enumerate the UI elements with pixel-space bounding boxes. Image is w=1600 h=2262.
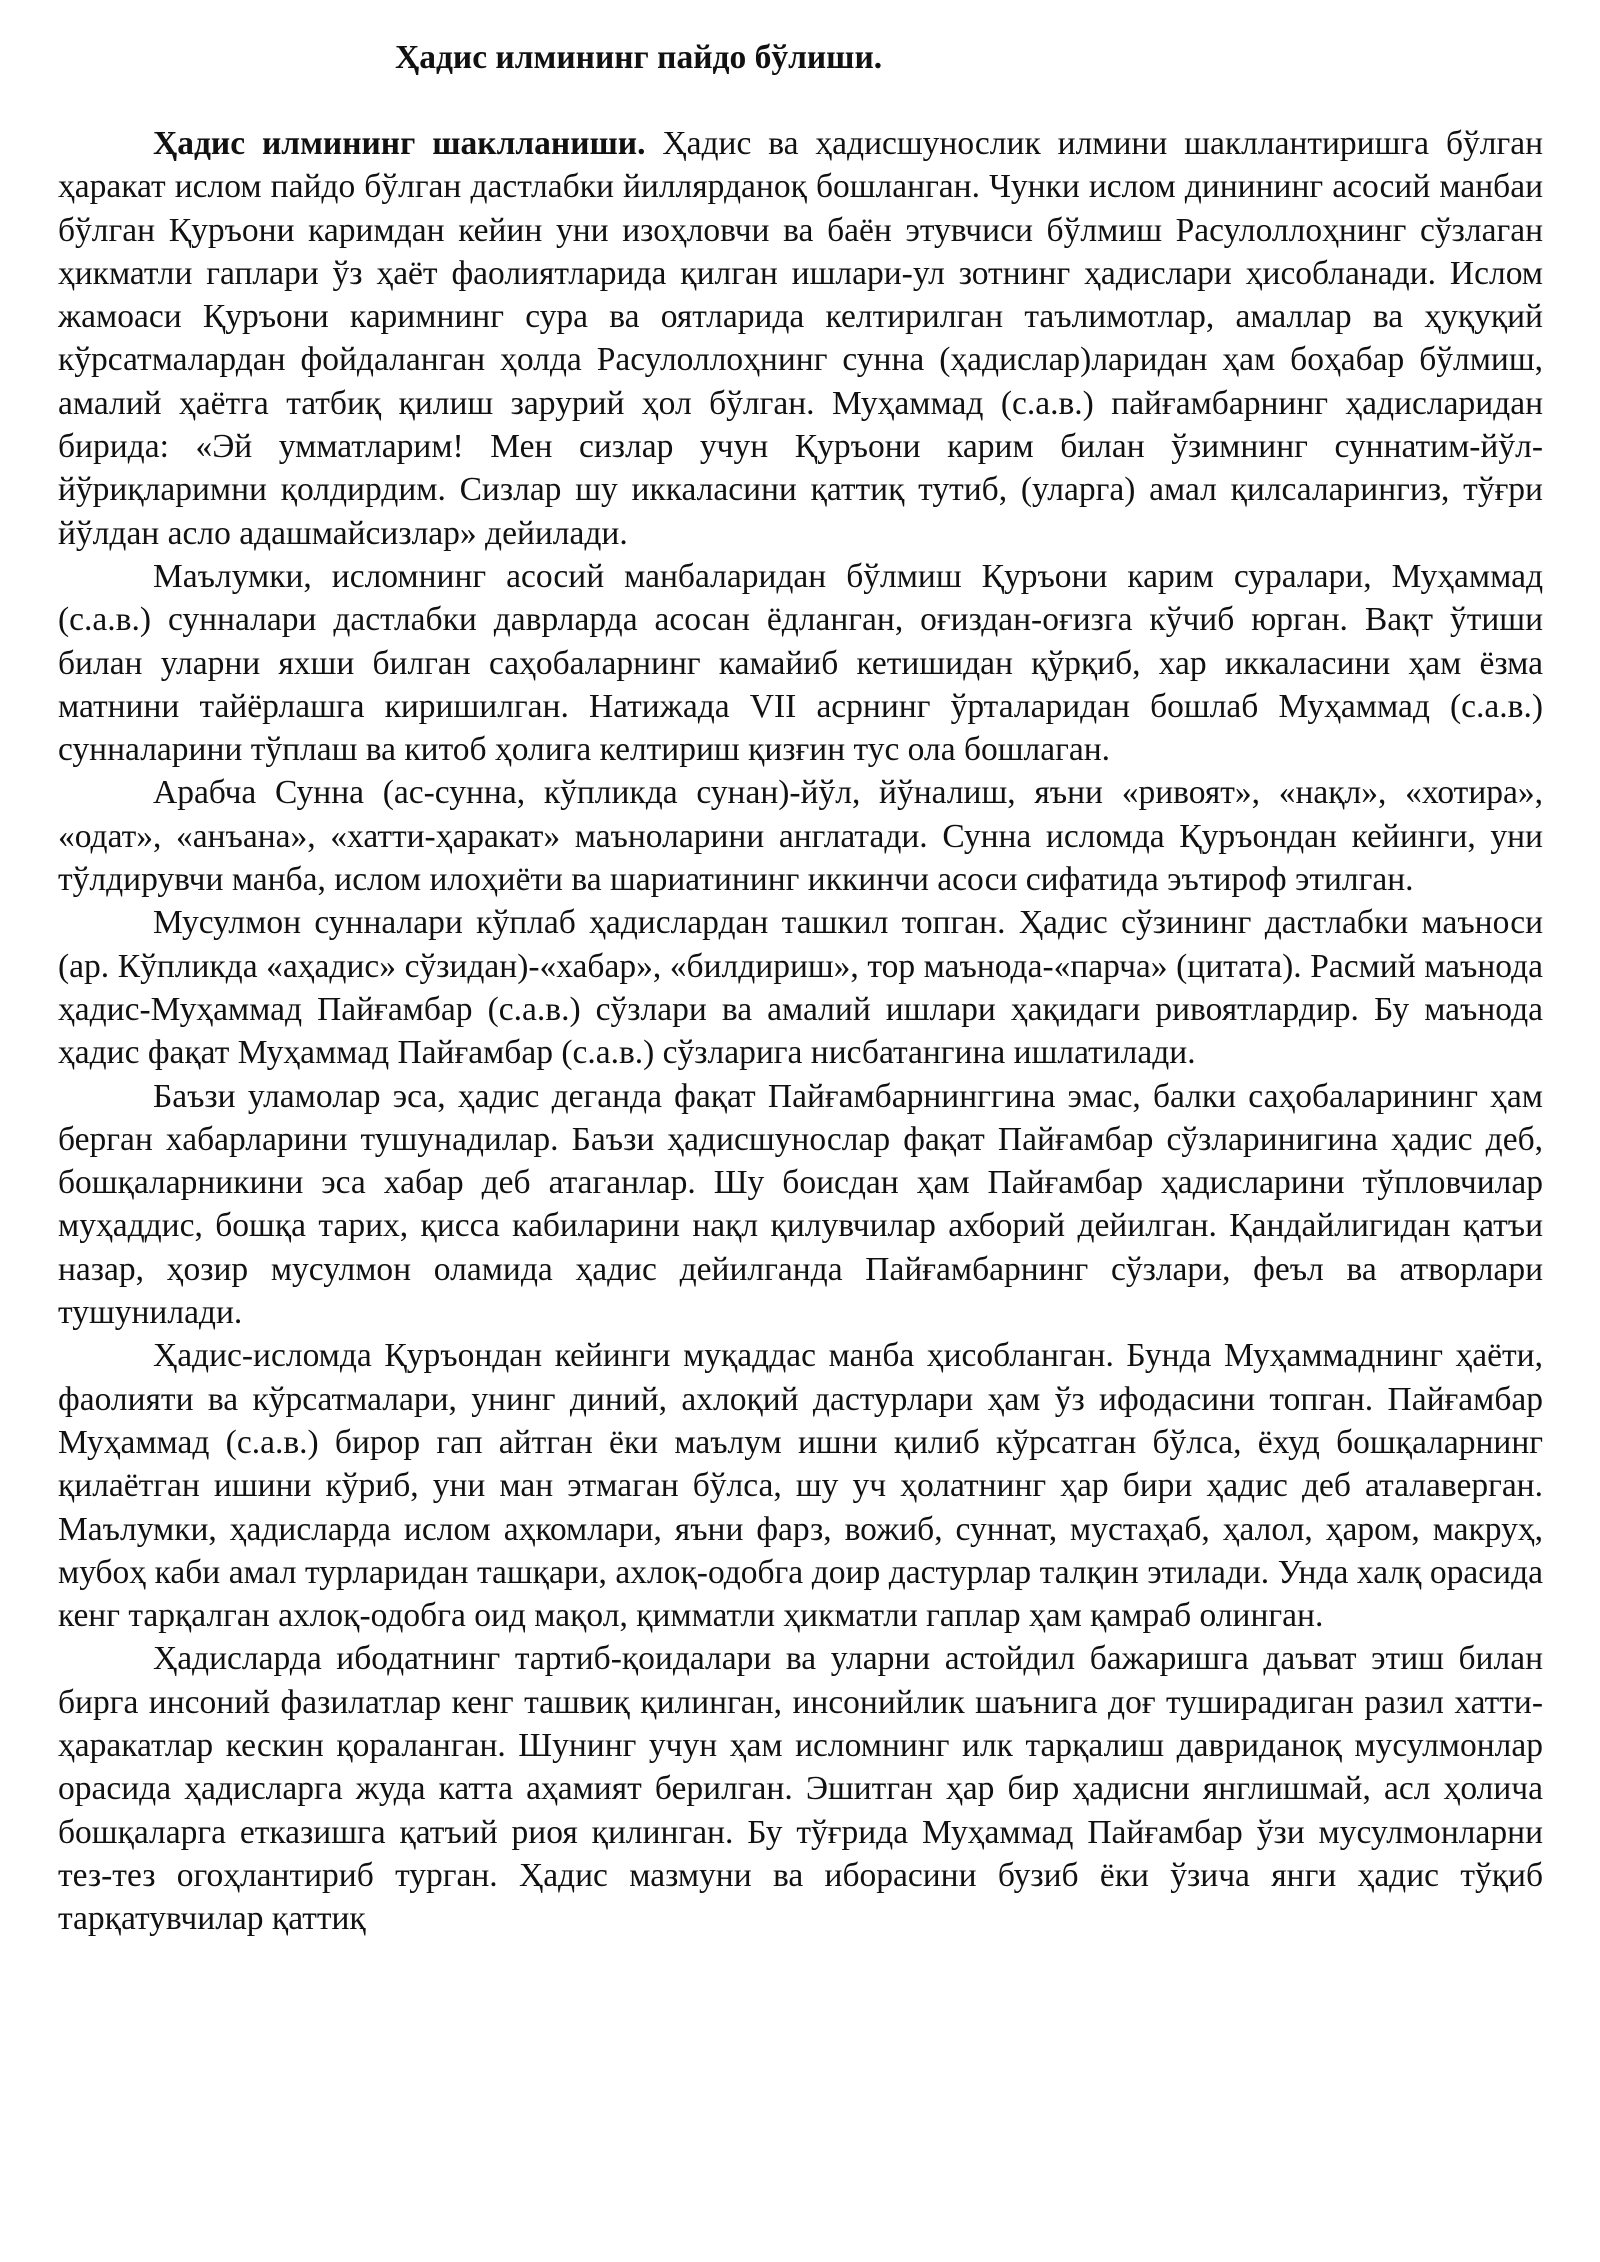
paragraph-sunna: Арабча Сунна (ас-сунна, кўпликда сунан)-йўл, йўналиш, яъни «ривоят», «нақл», «хотира», «одат», «анъана», «хатти-ҳаракат» маъноларини англатади. Сунна исломда Қуръондан кейинги, уни тўлдирувчи манба, ислом илоҳиёти ва шариатининг иккинчи асоси сифатида эътироф этилган.: [58, 774, 1543, 899]
intro-lead: Ҳадис илмининг шаклланиши.: [153, 125, 646, 162]
paragraph-muqaddas-manba: Ҳадис-исломда Қуръондан кейинги муқаддас манба ҳисобланган. Бунда Муҳаммаднинг ҳаёти, фаолияти ва кўрсатмалари, унинг диний, ахлоқий дастурлари ҳам ўз ифодасини топган. Пайғамбар Муҳаммад (с.а.в.) бирор гап айтган ёки маълум ишни қилиб кўрсатган бўлса, ёхуд бошқаларнинг қилаётган ишини кўриб, уни ман этмаган бўлса, шу уч ҳолатнинг ҳар бири ҳадис деб аталаверган. Маълумки, ҳадисларда ислом аҳкомлари, яъни фарз, вожиб, суннат, мустаҳаб, ҳалол, ҳаром, макруҳ, мубоҳ каби амал турларидан ташқари, ахлоқ-одобга доир дастурлар талқин этилади. Унда халқ орасида кенг тарқалган ахлоқ-одобга оид мақол, қимматли ҳикматли гаплар ҳам қамраб олинган.: [58, 1337, 1543, 1635]
intro-paragraph: [58, 122, 1543, 555]
paragraph-ibodat: Ҳадисларда ибодатнинг тартиб-қоидалари ва уларни астойдил бажаришга даъват этиш билан бирга инсоний фазилатлар кенг ташвиқ қилинган, инсонийлик шаънига доғ туширадиган разил хатти-ҳаракатлар кескин қораланган. Шунинг учун ҳам исломнинг илк тарқалиш давриданоқ мусулмонлар орасида ҳадисларга жуда катта аҳамият берилган. Эшитган ҳар бир ҳадисни янглишмай, асл ҳолича бошқаларга етказишга қатъий риоя қилинган. Бу тўғрида Муҳаммад Пайғамбар ўзи мусулмонларни тез-тез огоҳлантириб турган. Ҳадис мазмуни ва иборасини бузиб ёки ўзича янги ҳадис тўқиб тарқатувчилар қаттиқ: [58, 1640, 1543, 1938]
document-title: Ҳадис илмининг пайдо бўлиши.: [395, 39, 883, 76]
paragraph-manbalar: Маълумки, исломнинг асосий манбаларидан бўлмиш Қуръони карим суралари, Муҳаммад (с.а.в.) сунналари дастлабки даврларда асосан ёдланган, оғиздан-оғизга кўчиб юрган. Вақт ўтиши билан уларни яхши билган саҳобаларнинг камайиб кетишидан қўрқиб, хар иккаласини ҳам ёзма матнини тайёрлашга киришилган. Натижада VII асрнинг ўрталаридан бошлаб Муҳаммад (с.а.в.) сунналарини тўплаш ва китоб ҳолига келтириш қизғин тус ола бошлаган.: [58, 557, 1543, 769]
paragraph-ulamolar: Баъзи уламолар эса, ҳадис деганда фақат Пайғамбарнинггина эмас, балки саҳобаларининг ҳам берган хабарларини тушунадилар. Баъзи ҳадисшунослар фақат Пайғамбар сўзларинигина ҳадис деб, бошқаларникини эса хабар деб атаганлар. Шу боисдан ҳам Пайғамбар ҳадисларини тўпловчилар муҳаддис, бошқа тарих, қисса кабиларини нақл қилувчилар ахборий дейилган. Қандайлигидан қатъи назар, ҳозир мусулмон оламида ҳадис дейилганда Пайғамбарнинг сўзлари, феъл ва атворлари тушунилади.: [58, 1077, 1543, 1332]
paragraph-hadis-manosi: Мусулмон сунналари кўплаб ҳадислардан ташкил топган. Ҳадис сўзининг дастлабки маъноси (ар. Кўпликда «аҳадис» сўзидан)-«хабар», «билдириш», тор маънода-«парча» (цитата). Расмий маънода ҳадис-Муҳаммад Пайғамбар (с.а.в.) сўзлари ва амалий ишлари ҳақидаги ривоятлардир. Бу маънода ҳадис фақат Муҳаммад Пайғамбар (с.а.в.) сўзларига нисбатангина ишлатилади.: [58, 904, 1543, 1072]
intro-text: Ҳадис ва ҳадисшунослик илмини шакллантиришга бўлган ҳаракат ислом пайдо бўлган дастлабки йиллярданоқ бошланган. Чунки ислом динининг асосий манбаи бўлган Қуръони каримдан кейин уни изоҳловчи ва баён этувчиси бўлмиш Расулоллоҳнинг сўзлаган ҳикматли гаплари ўз ҳаёт фаолиятларида қилган ишлари-ул зотнинг ҳадислари ҳисобланади. Ислом жамоаси Қуръони каримнинг сура ва оятларида келтирилган таълимотлар, амаллар ва ҳуқуқий кўрсатмалардан фойдаланган ҳолда Расулоллоҳнинг сунна (ҳадислар)ларидан ҳам боҳабар бўлмиш, амалий ҳаётга татбиқ қилиш зарурий ҳол бўлган. Муҳаммад (с.а.в.) пайғамбарнинг ҳадисларидан бирида: «Эй умматларим! Мен сизлар учун Қуръони карим билан ўзимнинг суннатим-йўл-йўриқларимни қолдирдим. Сизлар шу иккаласини қаттиқ тутиб, (уларга) амал қилсаларингиз, тўғри йўлдан асло адашмайсизлар» дейилади.: [58, 125, 1543, 552]
document-page: [58, 36, 1543, 1940]
